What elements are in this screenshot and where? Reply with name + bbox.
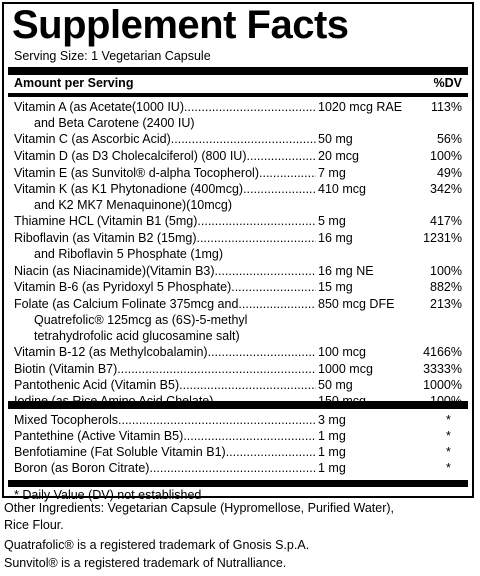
- nutrient-amount: 850 mcg DFE: [318, 297, 395, 311]
- nutrient-amount: 15 mg: [318, 280, 353, 294]
- nutrient-amount: 7 mg: [318, 166, 346, 180]
- trademark-sunvitol: Sunvitol® is a registered trademark of Nutralliance.: [4, 556, 287, 570]
- nutrient-dv: 100%: [430, 149, 462, 163]
- nutrient-name: Thiamine HCL (Vitamin B1 (5mg) .....: [14, 213, 316, 229]
- nutrient-name: Vitamin B-6 (as Pyridoxyl 5 Phosphate) .....: [14, 279, 316, 295]
- nutrient-amount: 16 mg NE: [318, 264, 374, 278]
- nutrient-dv: 1231%: [423, 231, 462, 245]
- serving-size: Serving Size: 1 Vegetarian Capsule: [14, 49, 211, 63]
- nutrient-name: Niacin (as Niacinamide)(Vitamin B3) .....: [14, 263, 316, 279]
- other-ingredient-amount: 1 mg: [318, 429, 346, 443]
- nutrient-name: Vitamin C (as Ascorbic Acid) .....: [14, 131, 316, 147]
- nutrient-name: Vitamin B-12 (as Methylcobalamin) .....: [14, 344, 316, 360]
- nutrient-row: [14, 131, 468, 147]
- nutrient-row: [14, 263, 468, 279]
- nutrient-continuation: and Riboflavin 5 Phosphate (1mg): [34, 247, 224, 261]
- other-ingredient-dv: *: [446, 413, 451, 427]
- nutrient-continuation: Quatrefolic® 125mcg as (6S)-5-methyl: [34, 313, 248, 327]
- nutrient-row: [14, 230, 468, 246]
- nutrient-amount: 16 mg: [318, 231, 353, 245]
- nutrient-dv: 4166%: [423, 345, 462, 359]
- nutrient-name: Riboflavin (as Vitamin B2 (15mg) .....: [14, 230, 316, 246]
- nutrient-row: [14, 344, 468, 360]
- nutrient-continuation: and K2 MK7 Menaquinone)(10mcg): [34, 198, 233, 212]
- other-ingredient-name: Mixed Tocopherols .....: [14, 412, 316, 428]
- other-ingredient-amount: 1 mg: [318, 461, 346, 475]
- other-ingredient-dv: *: [446, 461, 451, 475]
- nutrient-row: [14, 296, 468, 312]
- nutrient-dv: 213%: [430, 297, 462, 311]
- nutrient-name: Biotin (Vitamin B7) .....: [14, 361, 316, 377]
- thick-rule-middle: [8, 401, 468, 409]
- nutrient-name: Pantothenic Acid (Vitamin B5) .....: [14, 377, 316, 393]
- nutrient-row: [14, 99, 468, 115]
- nutrient-name: Vitamin K (as K1 Phytonadione (400mcg) .....: [14, 181, 316, 197]
- other-ingredients-line-1: Other Ingredients: Vegetarian Capsule (Hypromellose, Purified Water),: [4, 501, 394, 515]
- nutrient-continuation: tetrahydrofolic acid glucosamine salt): [34, 329, 240, 343]
- other-ingredient-dv: *: [446, 445, 451, 459]
- other-ingredient-name: Benfotiamine (Fat Soluble Vitamin B1) .....: [14, 444, 316, 460]
- other-ingredient-row: [14, 428, 468, 444]
- nutrient-dv: 56%: [436, 132, 462, 146]
- other-ingredient-row: [14, 412, 468, 428]
- thick-rule-bottom: [8, 480, 468, 487]
- header-rule: [8, 93, 468, 97]
- nutrient-dv: 3333%: [423, 362, 462, 376]
- nutrient-row: [14, 181, 468, 197]
- nutrient-name: Folate (as Calcium Folinate 375mcg and .....: [14, 296, 316, 312]
- nutrient-dv: 417%: [430, 214, 462, 228]
- nutrient-dv: 49%: [436, 166, 462, 180]
- other-ingredient-name: Pantethine (Active Vitamin B5) .....: [14, 428, 316, 444]
- amount-per-serving-header: Amount per Serving: [14, 76, 134, 90]
- nutrient-amount: 100 mcg: [318, 345, 366, 359]
- nutrient-row: [14, 148, 468, 164]
- nutrient-amount: 50 mg: [318, 378, 353, 392]
- dv-footnote: * Daily Value (DV) not established: [14, 488, 202, 502]
- nutrient-amount: 1020 mcg RAE: [318, 100, 403, 114]
- nutrient-dv: 1000%: [423, 378, 462, 392]
- nutrient-continuation: and Beta Carotene (2400 IU): [34, 116, 195, 130]
- nutrient-row: [14, 165, 468, 181]
- panel-title: Supplement Facts: [12, 3, 349, 47]
- nutrient-name: Vitamin A (as Acetate(1000 IU) .....: [14, 99, 316, 115]
- nutrient-dv: 100%: [430, 264, 462, 278]
- other-ingredient-name: Boron (as Boron Citrate) .....: [14, 460, 316, 476]
- other-ingredient-amount: 1 mg: [318, 445, 346, 459]
- nutrient-dv: 882%: [430, 280, 462, 294]
- trademark-quatrefolic: Quatrafolic® is a registered trademark of Gnosis S.p.A.: [4, 538, 310, 552]
- nutrient-amount: 50 mg: [318, 132, 353, 146]
- nutrient-amount: 20 mcg: [318, 149, 359, 163]
- thick-rule-top: [8, 67, 468, 75]
- nutrient-dv: 342%: [430, 182, 462, 196]
- nutrient-amount: 5 mg: [318, 214, 346, 228]
- other-ingredients-line-2: Rice Flour.: [4, 518, 64, 532]
- nutrient-row: [14, 279, 468, 295]
- other-ingredient-amount: 3 mg: [318, 413, 346, 427]
- nutrient-amount: 410 mcg: [318, 182, 366, 196]
- nutrient-row: [14, 361, 468, 377]
- nutrient-amount: 1000 mcg: [318, 362, 373, 376]
- nutrient-dv: 113%: [430, 100, 462, 114]
- nutrient-name: Vitamin E (as Sunvitol® d-alpha Tocopherol) .....: [14, 165, 316, 181]
- nutrient-row: [14, 377, 468, 393]
- other-ingredient-dv: *: [446, 429, 451, 443]
- other-ingredient-row: [14, 460, 468, 476]
- nutrient-row: [14, 213, 468, 229]
- dv-header: %DV: [433, 76, 462, 90]
- other-ingredient-row: [14, 444, 468, 460]
- supplement-facts-panel: [2, 2, 474, 502]
- nutrient-name: Vitamin D (as D3 Cholecalciferol) (800 IU) .....: [14, 148, 316, 164]
